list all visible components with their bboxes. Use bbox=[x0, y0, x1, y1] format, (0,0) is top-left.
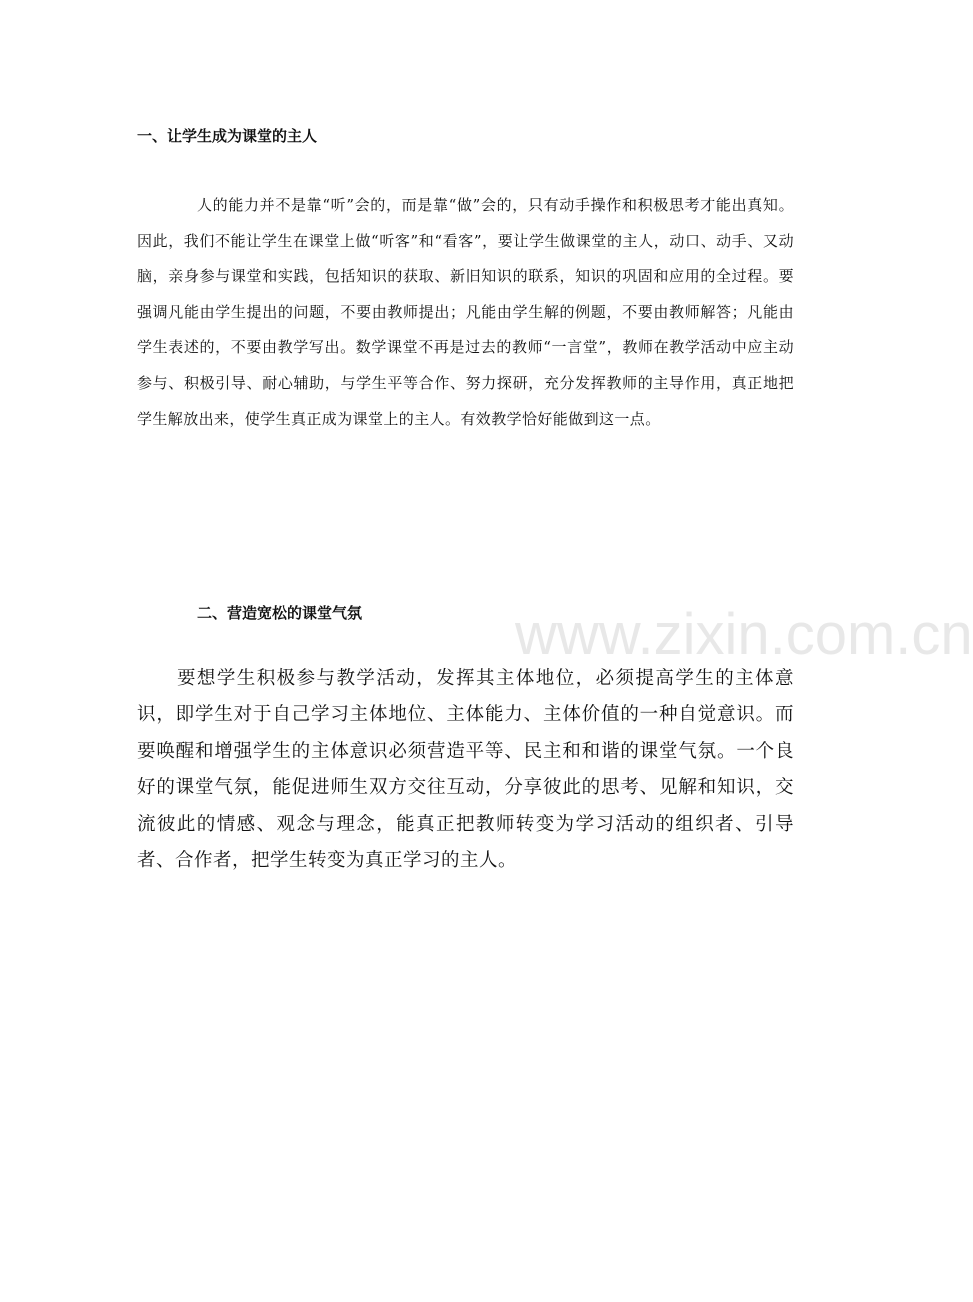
section-2-paragraph: 要想学生积极参与教学活动，发挥其主体地位，必须提高学生的主体意识，即学生对于自己学习主体地位、主体能力、主体价值的一种自觉意识。而要唤醒和增强学生的主体意识必须营造平等、民主和和谐的课堂气氛。一个良好的课堂气氛，能促进师生双方交往互动，分享彼此的思考、见解和知识，交流彼此的情感、观念与理念，能真正把教师转变为学习活动的组织者、引导者、合作者，把学生转变为真正学习的主人。 bbox=[137, 668, 794, 872]
section-2-heading: 二、营造宽松的课堂气氛 bbox=[197, 604, 363, 622]
section-1-heading: 一、让学生成为课堂的主人 bbox=[137, 127, 318, 145]
section-1-paragraph: 人的能力并不是靠“听”会的，而是靠“做”会的，只有动手操作和积极思考才能出真知。因此，我们不能让学生在课堂上做“听客”和“看客”，要让学生做课堂的主人，动口、动手、又动脑，亲身参与课堂和实践，包括知识的获取、新旧知识的联系，知识的巩固和应用的全过程。要强调凡能由学生提出的问题，不要由教师提出；凡能由学生解的例题，不要由教师解答；凡能由学生表述的，不要由教学写出。数学课堂不再是过去的教师“一言堂”，教师在教学活动中应主动参与、积极引导、耐心辅助，与学生平等合作、努力探研，充分发挥教师的主导作用，真正地把学生解放出来，使学生真正成为课堂上的主人。有效教学恰好能做到这一点。 bbox=[137, 196, 794, 428]
watermark: www.zixin.com.cn bbox=[515, 602, 973, 667]
